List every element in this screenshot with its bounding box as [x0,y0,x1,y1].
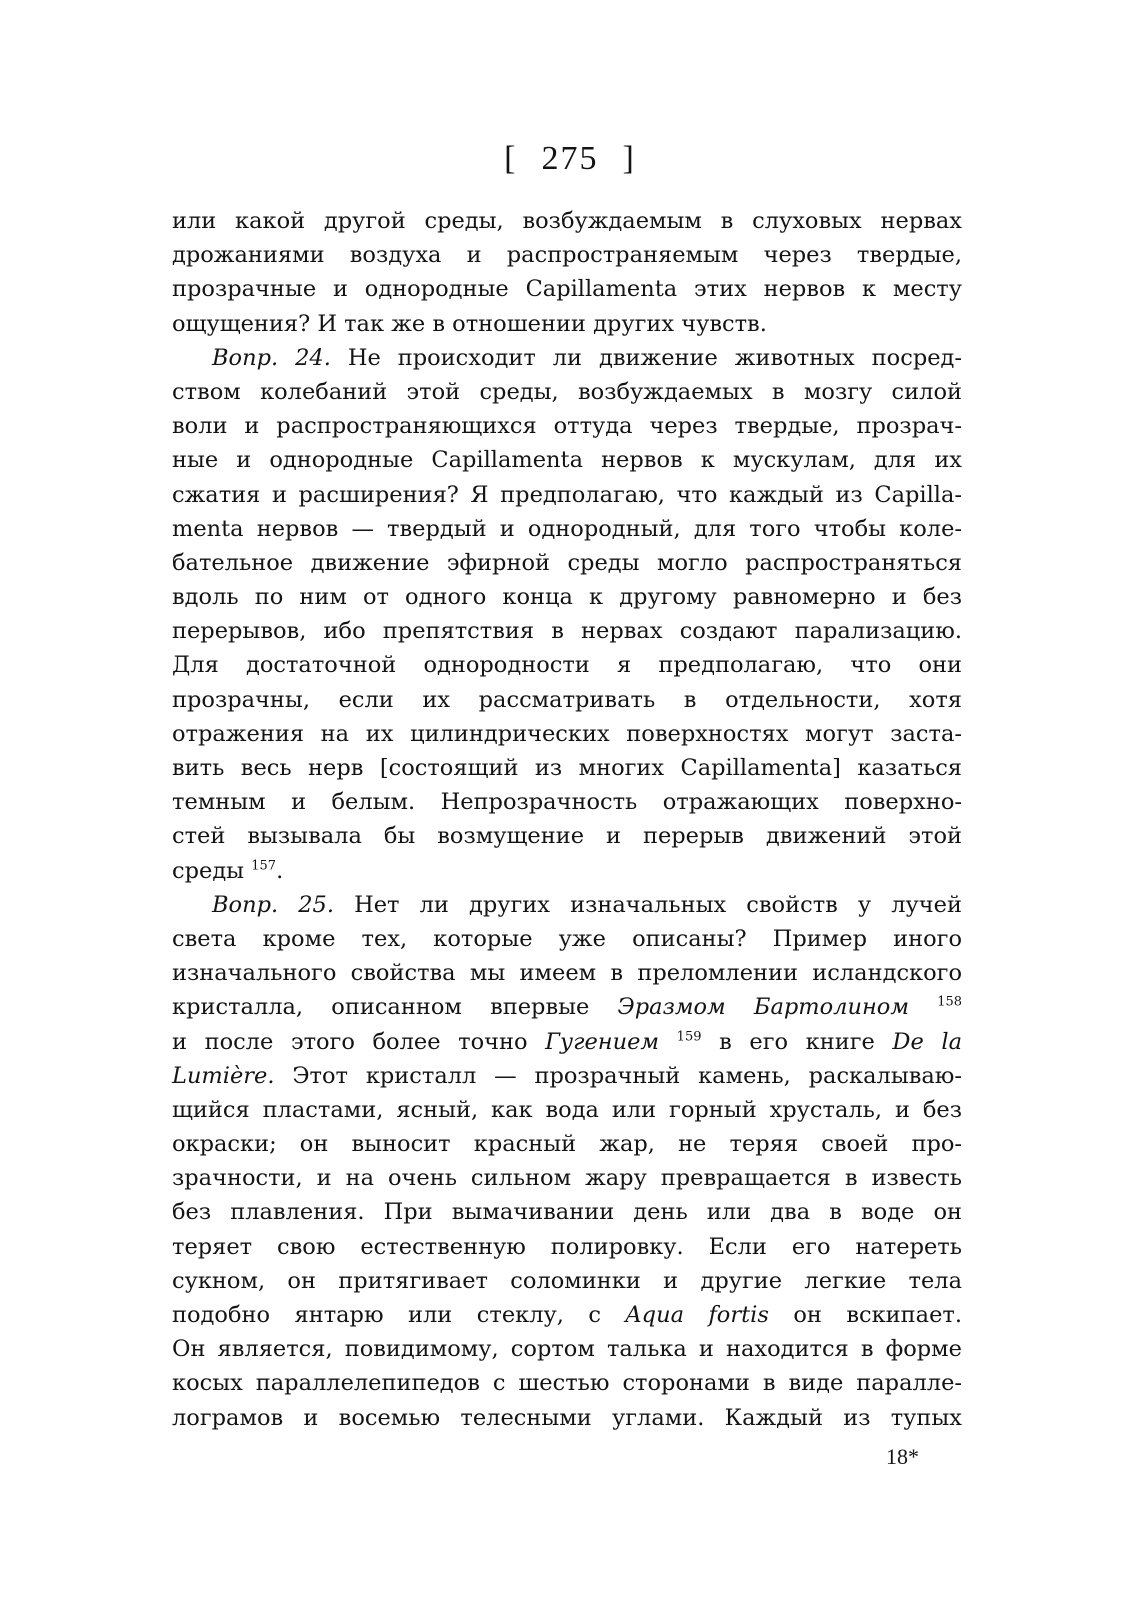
text-line-25-text-b: в его книге [701,1028,893,1055]
text-line-31: теряет свою естественную полировку. Если его натереть [172,1233,962,1260]
page-body [172,204,962,1435]
text-line-16: отражения на их цилиндрических поверхностях могут заста- [172,720,962,747]
text-line-28: окраски; он выносит красный жар, не теряя своей про- [172,1131,962,1158]
footnote-ref-159: 159 [676,1029,702,1044]
text-line-34: Он является, повидимому, сортом талька и находится в форме [172,1336,962,1363]
text-line-22: света кроме тех, которые уже описаны? Пример иного [172,925,962,952]
name-bartholin: Эразмом Бартолином [617,994,909,1021]
text-line-15: прозрачны, если их рассматривать в отдельности, хотя [172,686,962,713]
text-line-25 [172,1025,962,1059]
text-line-26-text: Этот кристалл — прозрачный камень, раскалываю- [274,1062,962,1089]
text-line-14: Для достаточной однородности я предполагаю, что они [172,652,962,679]
text-line-18: темным и белым. Непрозрачность отражающих поверхно- [172,789,962,816]
text-line-13: перерывов, ибо препятствия в нервах создают парализацию. [172,618,962,645]
text-line-9: сжатия и расширения? Я предполагаю, что каждый из Capilla- [172,481,962,508]
text-line-20 [172,854,962,888]
footnote-ref-158: 158 [937,994,963,1010]
text-line-33 [172,1298,962,1332]
page-header [0,140,1140,178]
text-line-24 [172,990,962,1024]
book-title-part-1: De la [892,1028,962,1055]
text-line-20-end: . [276,857,284,884]
text-line-4: ощущения? И так же в отношении других чувств. [172,310,767,337]
signature-mark: 18* [886,1444,919,1469]
text-line-8: ные и однородные Capillamenta нервов к мускулам, для их [172,447,962,474]
question-24-line [172,341,962,375]
book-title-part-2: Lumière. [172,1062,275,1089]
text-line-25-text-a: и после этого более точно [172,1028,546,1055]
text-line-12: вдоль по ним от одного конца к другому равномерно и без [172,584,962,611]
text-line-27: щийся пластами, ясный, как вода или горный хрусталь, и без [172,1096,962,1123]
text-line-33-text-a: подобно янтарю или стеклу, с [172,1302,626,1328]
text-line-35: косых параллелепипедов с шестью сторонами в виде паралле- [172,1370,962,1397]
question-24-text: Не происходит ли движение животных посред- [330,344,963,371]
text-line-7: воли и распространяющихся оттуда через твердые, прозрач- [172,413,962,440]
text-line-11: бательное движение эфирной среды могло распространяться [172,549,962,576]
text-line-17: вить весь нерв [состоящий из многих Capillamenta] казаться [172,755,962,781]
text-line-32: сукном, он притягивает соломинки и другие легкие тела [172,1267,962,1294]
page-number: 275 [541,140,599,177]
header-open-bracket: [ [504,140,518,177]
text-line-2: дрожаниями воздуха и распространяемым через твердые, [172,242,962,269]
text-line-36: лограмов и восемью телесными углами. Каждый из тупых [172,1404,962,1431]
header-close-bracket: ] [622,140,636,177]
text-line-6: ством колебаний этой среды, возбуждаемых в мозгу силой [172,378,962,405]
question-25-text: Нет ли других изначальных свойств у лучей [334,891,962,918]
text-line-19: стей вызывала бы возмущение и перерыв движений этой [172,823,962,850]
text-line-26 [172,1059,962,1093]
question-25-label: Вопр. 25. [212,891,335,918]
name-huygens: Гугением [545,1028,660,1055]
text-line-1: или какой другой среды, возбуждаемым в слуховых нервах [172,208,962,234]
text-line-33-text-b: он вскипает. [768,1302,963,1328]
footnote-ref-157: 157 [251,858,277,874]
text-line-24-text: кристалла, описанном впервые [172,994,618,1021]
text-line-30: без плавления. При вымачивании день или два в воде он [172,1199,962,1226]
question-24-label: Вопр. 24. [212,344,331,371]
text-line-29: зрачности, и на очень сильном жару превращается в известь [172,1165,962,1192]
text-line-3: прозрачные и однородные Capillamenta этих нервов к месту [172,276,962,303]
text-line-20-text: среды [172,857,245,884]
term-aqua-fortis: Aqua fortis [625,1302,769,1328]
question-25-line [172,888,962,922]
text-line-10: menta нервов — твердый и однородный, для того чтобы коле- [172,515,962,542]
text-line-23: изначального свойства мы имеем в преломлении исландского [172,960,962,987]
